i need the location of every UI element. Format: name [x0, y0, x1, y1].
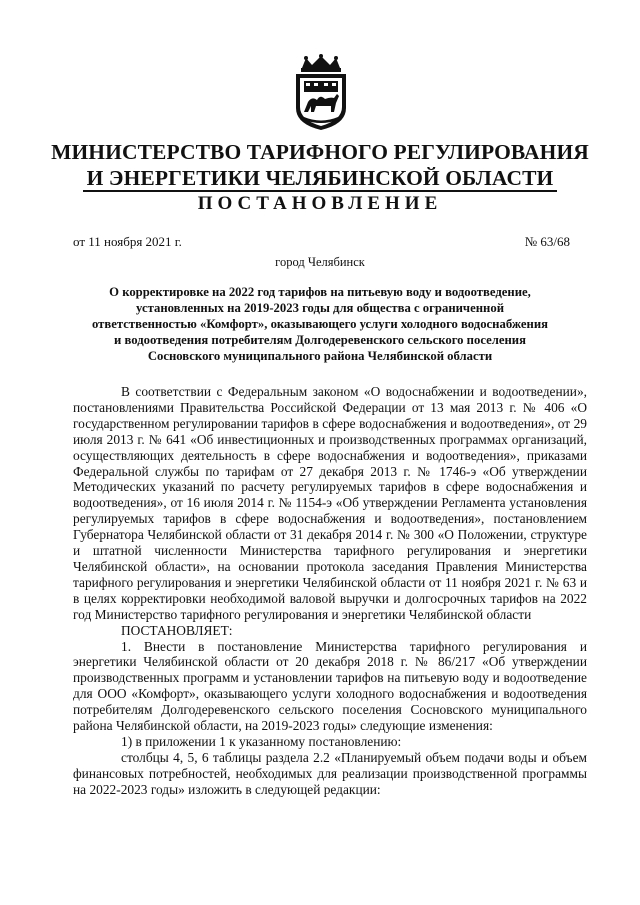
- subject-line: установленных на 2019-2023 годы для общества с ограниченной: [136, 301, 504, 315]
- subject-line: и водоотведения потребителям Долгодеревенского сельского поселения: [114, 333, 526, 347]
- document-date: от 11 ноября 2021 г.: [73, 234, 182, 249]
- document-city: город Челябинск: [275, 255, 365, 269]
- document-body: [73, 384, 587, 798]
- document-subject: [80, 284, 560, 364]
- resolves-heading: ПОСТАНОВЛЯЕТ:: [121, 622, 233, 638]
- ministry-name-line1: МИНИСТЕРСТВО ТАРИФНОГО РЕГУЛИРОВАНИЯ: [51, 140, 589, 164]
- preamble-paragraph: В соответствии с Федеральным законом «О водоснабжении и водоотведении», постановлениями Правительства Российской Федерации от 13 мая 2013 г. № 406 «О государственном регулировании тарифов в сфере водоснабжения и водоотведения», от 29 июля 2013 г. № 641 «Об инвестиционных и производственных программах организаций, осуществляющих деятельность в сфере водоснабжения и водоотведения», приказами Федеральной службы по тарифам от 27 декабря 2013 г. № 1746-э «Об утверждении Методических указаний по расчету регулируемых тарифов в сфере водоснабжения и водоотведения», от 16 июля 2014 г. № 1154-э «Об утверждении Регламента установления регулируемых тарифов в сфере водоснабжения и водоотведения», постановлением Губернатора Челябинской области от 31 декабря 2014 г. № 300 «О Положении, структуре и штатной численности Министерства тарифного регулирования и энергетики Челябинской области», на основании протокола заседания Правления Министерства тарифного регулирования и энергетики Челябинской области от 11 ноября 2021 г. № 63 и в целях корректировки необходимой валовой выручки и долгосрочных тарифов на 2022 год Министерство тарифного регулирования и энергетики Челябинской области: [73, 384, 587, 622]
- ministry-name: [40, 139, 600, 192]
- document-number: № 63/68: [524, 234, 570, 249]
- item-1-paragraph: 1. Внести в постановление Министерства тарифного регулирования и энергетики Челябинской области от 20 декабря 2018 г. № 86/217 «Об утверждении производственных программ и установлении тарифов на питьевую воду и водоотведение для ООО «Комфорт», оказывающего услуги холодного водоснабжения и водоотведения потребителям Долгодеревенского сельского поселения Сосновского муниципального района Челябинской области, на 2019-2023 годы» следующие изменения:: [73, 638, 587, 734]
- ministry-name-line2: И ЭНЕРГЕТИКИ ЧЕЛЯБИНСКОЙ ОБЛАСТИ: [83, 166, 558, 192]
- item-1-1-text-paragraph: столбцы 4, 5, 6 таблицы раздела 2.2 «Планируемый объем подачи воды и объем финансовых потребностей, необходимых для реализации производственной программы на 2022-2023 годы» изложить в следующей редакции:: [73, 749, 587, 797]
- subject-line: ответственностью «Комфорт», оказывающего услуги холодного водоснабжения: [91, 317, 549, 331]
- subject-line: О корректировке на 2022 год тарифов на питьевую воду и водоотведение,: [109, 285, 531, 299]
- item-1-1-paragraph: 1) в приложении 1 к указанному постановлению:: [121, 733, 402, 749]
- subject-line: Сосновского муниципального района Челябинской области: [147, 349, 493, 363]
- document-type: ПОСТАНОВЛЕНИЕ: [197, 193, 443, 214]
- chelyabinsk-coat-of-arms-icon: [290, 54, 352, 132]
